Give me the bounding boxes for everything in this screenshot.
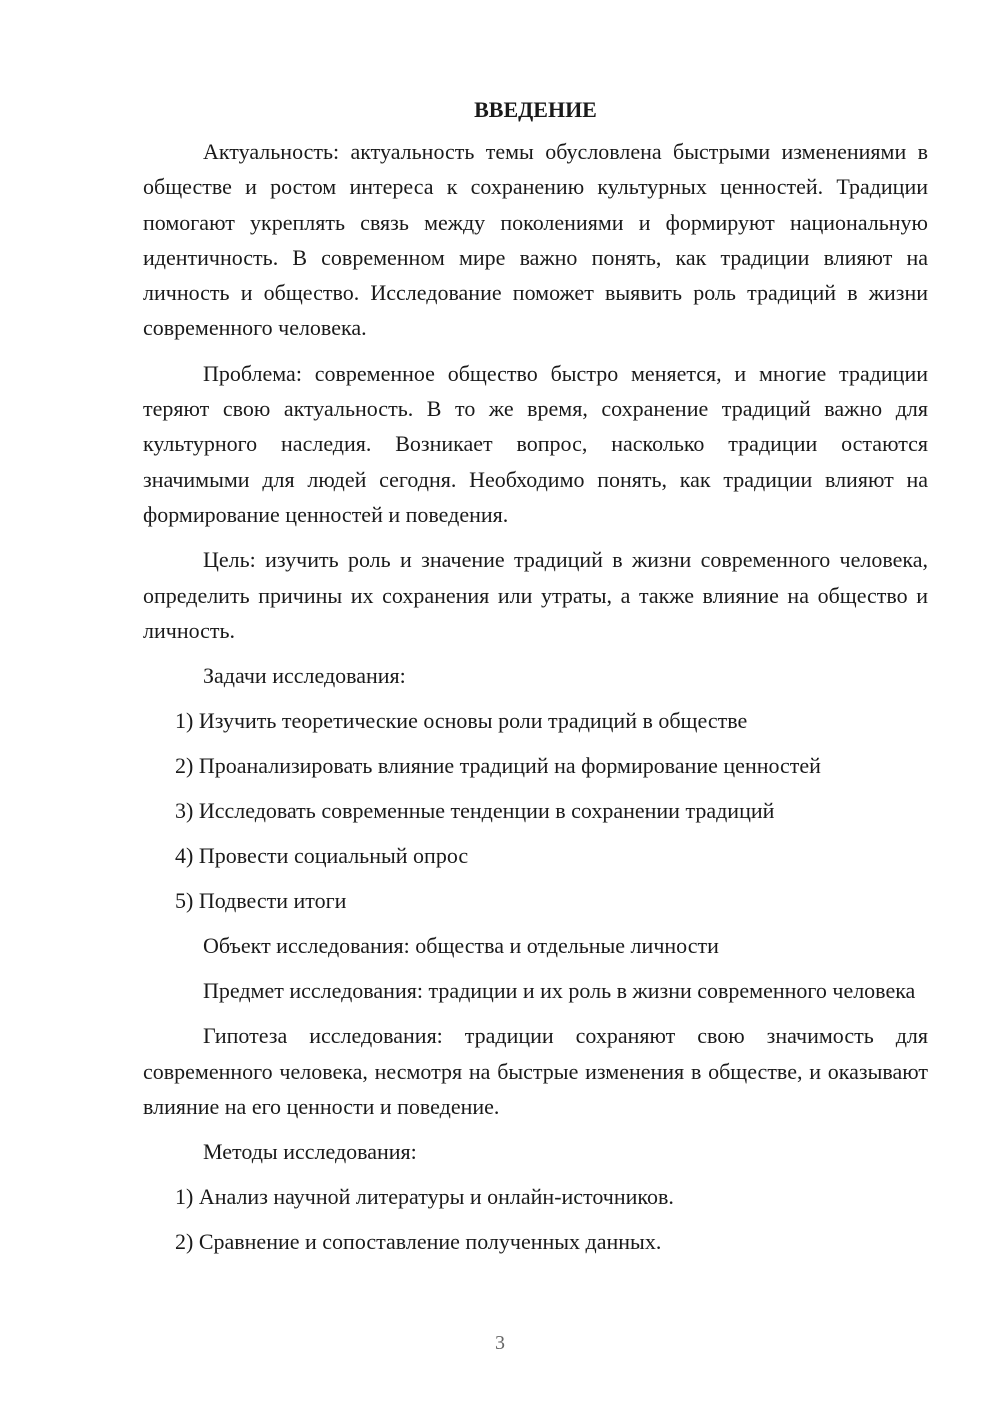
- hypothesis-paragraph: Гипотеза исследования: традиции сохраняют свою значимость для современного человека, несмотря на быстрые изменения в обществе, и оказывают влияние на его ценности и поведение.: [143, 1023, 928, 1120]
- relevance-paragraph: Актуальность: актуальность темы обусловлена быстрыми изменениями в обществе и ростом интереса к сохранению культурных ценностей. Традиции помогают укреплять связь между поколениями и формируют национальную идентичность. В современном мире важно понять, как традиции влияют на личность и общество. Исследование поможет выявить роль традиций в жизни современного человека.: [143, 139, 928, 341]
- list-item: 2) Сравнение и сопоставление полученных данных.: [175, 1229, 662, 1255]
- tasks-list: [143, 703, 928, 918]
- document-page: [143, 92, 928, 1269]
- list-item: 4) Провести социальный опрос: [175, 843, 469, 869]
- list-item: 5) Подвести итоги: [175, 888, 347, 914]
- page-number: 3: [495, 1332, 505, 1354]
- page-title: ВВЕДЕНИЕ: [474, 97, 597, 122]
- object-line: Объект исследования: общества и отдельные личности: [203, 933, 719, 959]
- problem-paragraph: Проблема: современное общество быстро меняется, и многие традиции теряют свою актуальность. В то же время, сохранение традиций важно для культурного наследия. Возникает вопрос, насколько традиции остаются значимыми для людей сегодня. Необходимо понять, как традиции влияют на формирование ценностей и поведения.: [143, 360, 928, 527]
- methods-list: [143, 1179, 928, 1259]
- goal-paragraph: Цель: изучить роль и значение традиций в жизни современного человека, определить причины их сохранения или утраты, а также влияние на общество и личность.: [143, 547, 928, 643]
- list-item: 3) Исследовать современные тенденции в сохранении традиций: [175, 798, 775, 824]
- list-item: 1) Анализ научной литературы и онлайн-источников.: [175, 1184, 674, 1210]
- tasks-heading: Задачи исследования:: [203, 663, 406, 689]
- subject-paragraph: Предмет исследования: традиции и их роль в жизни современного человека: [203, 978, 916, 1004]
- list-item: 1) Изучить теоретические основы роли традиций в обществе: [175, 708, 748, 734]
- list-item: 2) Проанализировать влияние традиций на формирование ценностей: [175, 753, 821, 779]
- methods-heading: Методы исследования:: [203, 1139, 417, 1165]
